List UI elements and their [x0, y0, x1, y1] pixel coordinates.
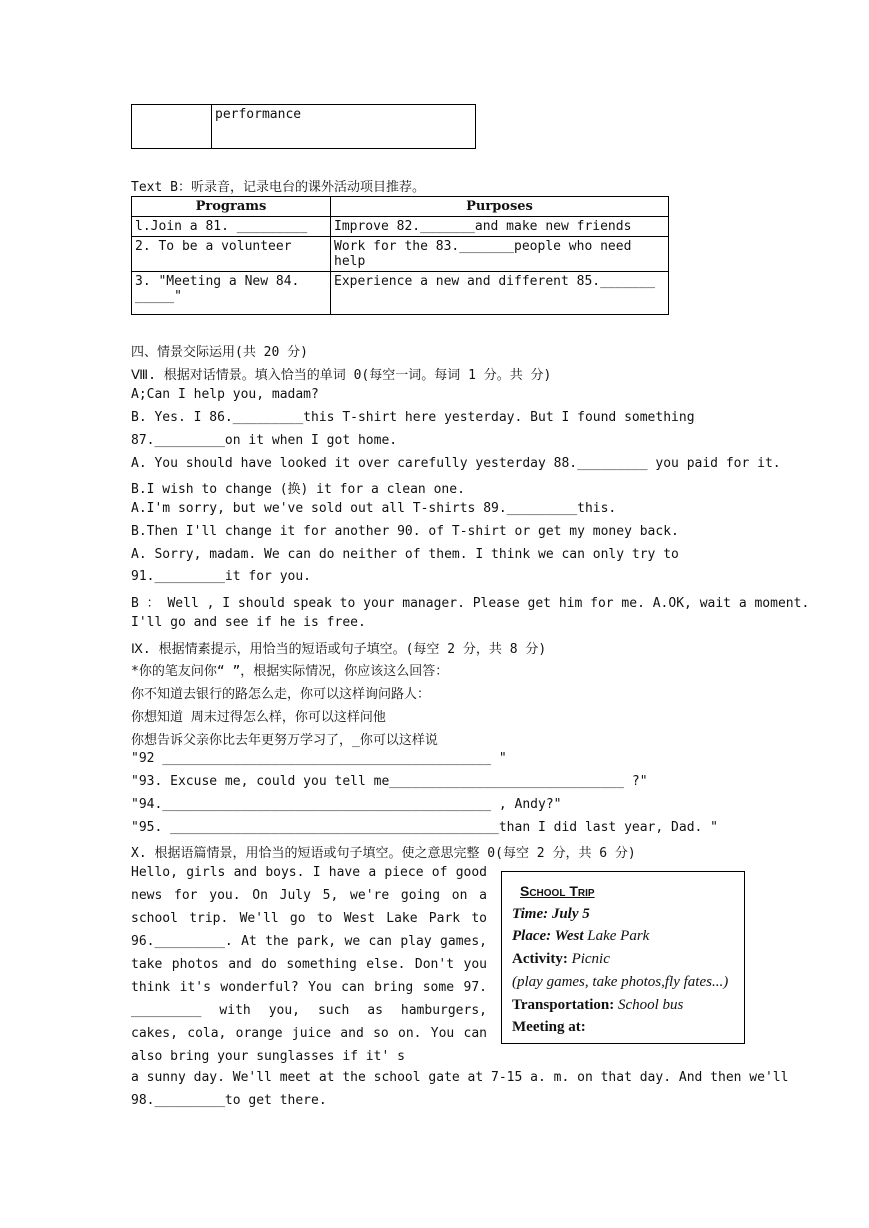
- school-trip-notice: [501, 871, 745, 1044]
- section-4-title: 四、情景交际运用(共 20 分): [131, 345, 308, 360]
- dialogue-line: A. You should have looked it over carefully yesterday 88._________ you paid for it.: [131, 456, 781, 471]
- part-9-prompt: 你想告诉父亲你比去年更努万学习了，_你可以这样说: [131, 733, 438, 748]
- dialogue-line: B. Yes. I 86._________this T-shirt here yesterday. But I found something: [131, 410, 695, 425]
- dialogue-line: A.I'm sorry, but we've sold out all T-shirts 89._________this.: [131, 501, 617, 516]
- top-table-right-cell: performance: [212, 105, 476, 149]
- purpose-cell: Experience a new and different 85._______: [331, 272, 669, 315]
- dialogue-line: B.I wish to change (换) it for a clean one.: [131, 482, 465, 497]
- passage-tail-line: a sunny day. We'll meet at the school gate at 7-15 a. m. on that day. And then we'll: [131, 1070, 789, 1085]
- purpose-cell: Work for the 83._______people who need help: [331, 237, 669, 272]
- part-9-prompt: 你不知道去银行的路怎么走，你可以这样询问路人：: [131, 687, 431, 702]
- header-purposes: Purposes: [331, 197, 669, 217]
- program-cell: l.Join a 81. _________: [132, 217, 331, 237]
- top-table-left-cell: [132, 105, 212, 149]
- part-10-title: X. 根据语篇情景，用恰当的短语或句子填空。使之意思完整 0(每空 2 分，共 6 分): [131, 846, 636, 861]
- dialogue-line: B ： Well , I should speak to your manager. Please get him for me. A.OK, wait a moment.: [131, 596, 810, 611]
- dialogue-line: 87._________on it when I got home.: [131, 433, 398, 448]
- dialogue-line: B.Then I'll change it for another 90. of T-shirt or get my money back.: [131, 524, 679, 539]
- part-9-title: Ⅸ. 根据情素提示，用恰当的短语或句子填空。(每空 2 分，共 8 分): [131, 642, 547, 657]
- program-cell: 2. To be a volunteer: [132, 237, 331, 272]
- notice-transportation: Transportation: School bus: [512, 997, 684, 1013]
- text-b-intro: Text B：听录音，记录电台的课外活动项目推荐。: [131, 180, 425, 195]
- dialogue-line: I'll go and see if he is free.: [131, 615, 366, 630]
- notice-time: Time: July 5: [512, 906, 590, 922]
- answer-line-95: "95. __________________________________________than I did last year, Dad. ": [131, 820, 718, 835]
- part-9-prompt: *你的笔友问你“ ”，根据实际情况，你应该这么回答：: [131, 664, 449, 679]
- part-9-prompt: 你想知道 周末过得怎么样，你可以这样问他: [131, 710, 386, 725]
- purpose-cell: Improve 82._______and make new friends: [331, 217, 669, 237]
- dialogue-line: A;Can I help you, madam?: [131, 387, 319, 402]
- notice-activity: Activity: Picnic: [512, 951, 610, 967]
- notice-place: Place: West Lake Park: [512, 928, 650, 944]
- answer-line-92: "92 __________________________________________ ": [131, 751, 507, 766]
- notice-title: School Trip: [520, 883, 595, 899]
- header-programs: Programs: [132, 197, 331, 217]
- program-cell: 3. "Meeting a New 84. _____": [132, 272, 331, 315]
- dialogue-line: A. Sorry, madam. We can do neither of them. I think we can only try to: [131, 547, 679, 562]
- passage-tail-line: 98._________to get there.: [131, 1093, 327, 1108]
- answer-line-93: "93. Excuse me, could you tell me______________________________ ?": [131, 774, 648, 789]
- dialogue-line: 91._________it for you.: [131, 569, 312, 584]
- answer-line-94: "94.__________________________________________ , Andy?": [131, 797, 562, 812]
- top-table-fragment: [131, 104, 476, 149]
- notice-meeting: Meeting at:: [512, 1019, 586, 1035]
- notice-activity-detail: (play games, take photos,fly fates...): [512, 974, 729, 990]
- part-8-title: Ⅷ. 根据对话情景。填入恰当的单词 0(每空一词。每词 1 分。共 分): [131, 368, 552, 383]
- passage-text: Hello, girls and boys. I have a piece of good news for you. On July 5, we're going on a school trip. We'll go to West Lake Park to 96._________. At the park, we can play games, take photos and do something else. Don't you think it's wonderful? You can bring some 97. _________ with you, such as hamburgers, cakes, cola, orange juice and so on. You can also bring your sunglasses if it' s: [131, 865, 487, 1064]
- text-b-table: [131, 196, 669, 315]
